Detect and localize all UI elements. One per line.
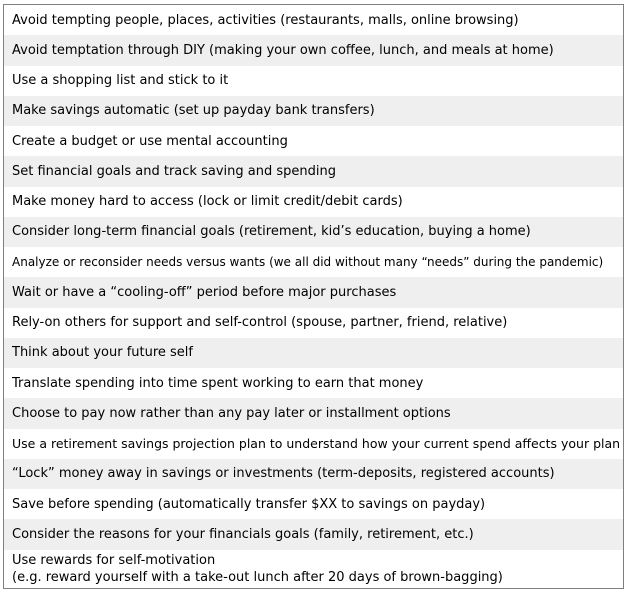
table-row: Think about your future self — [4, 338, 623, 368]
last-row-line2: (e.g. reward yourself with a take-out lunch after 20 days of brown-bagging) — [12, 569, 503, 585]
table-row: Avoid temptation through DIY (making your own coffee, lunch, and meals at home) — [4, 35, 623, 65]
table-row: Avoid tempting people, places, activities (restaurants, malls, online browsing) — [4, 5, 623, 35]
table-row: Wait or have a “cooling-off” period before major purchases — [4, 277, 623, 307]
table-row: Rely-on others for support and self-control (spouse, partner, friend, relative) — [4, 308, 623, 338]
table-row: “Lock” money away in savings or investments (term-deposits, registered accounts) — [4, 459, 623, 489]
last-row-line1: Use rewards for self-motivation — [12, 552, 216, 568]
table-row: Consider long-term financial goals (retirement, kid’s education, buying a home) — [4, 217, 623, 247]
table-row: Use a retirement savings projection plan to understand how your current spend affects your plan — [4, 429, 623, 459]
table-row: Analyze or reconsider needs versus wants (we all did without many “needs” during the pandemic) — [4, 247, 623, 277]
table-row: Use a shopping list and stick to it — [4, 66, 623, 96]
table-row: Make money hard to access (lock or limit credit/debit cards) — [4, 187, 623, 217]
table-row: Translate spending into time spent working to earn that money — [4, 368, 623, 398]
strategy-table — [3, 4, 624, 589]
table-row: Make savings automatic (set up payday bank transfers) — [4, 96, 623, 126]
table-row: Consider the reasons for your financials goals (family, retirement, etc.) — [4, 519, 623, 549]
table-row-last — [4, 550, 623, 588]
table-row: Create a budget or use mental accounting — [4, 126, 623, 156]
table-row: Choose to pay now rather than any pay later or installment options — [4, 398, 623, 428]
table-row: Set financial goals and track saving and spending — [4, 156, 623, 186]
table-row: Save before spending (automatically transfer $XX to savings on payday) — [4, 489, 623, 519]
